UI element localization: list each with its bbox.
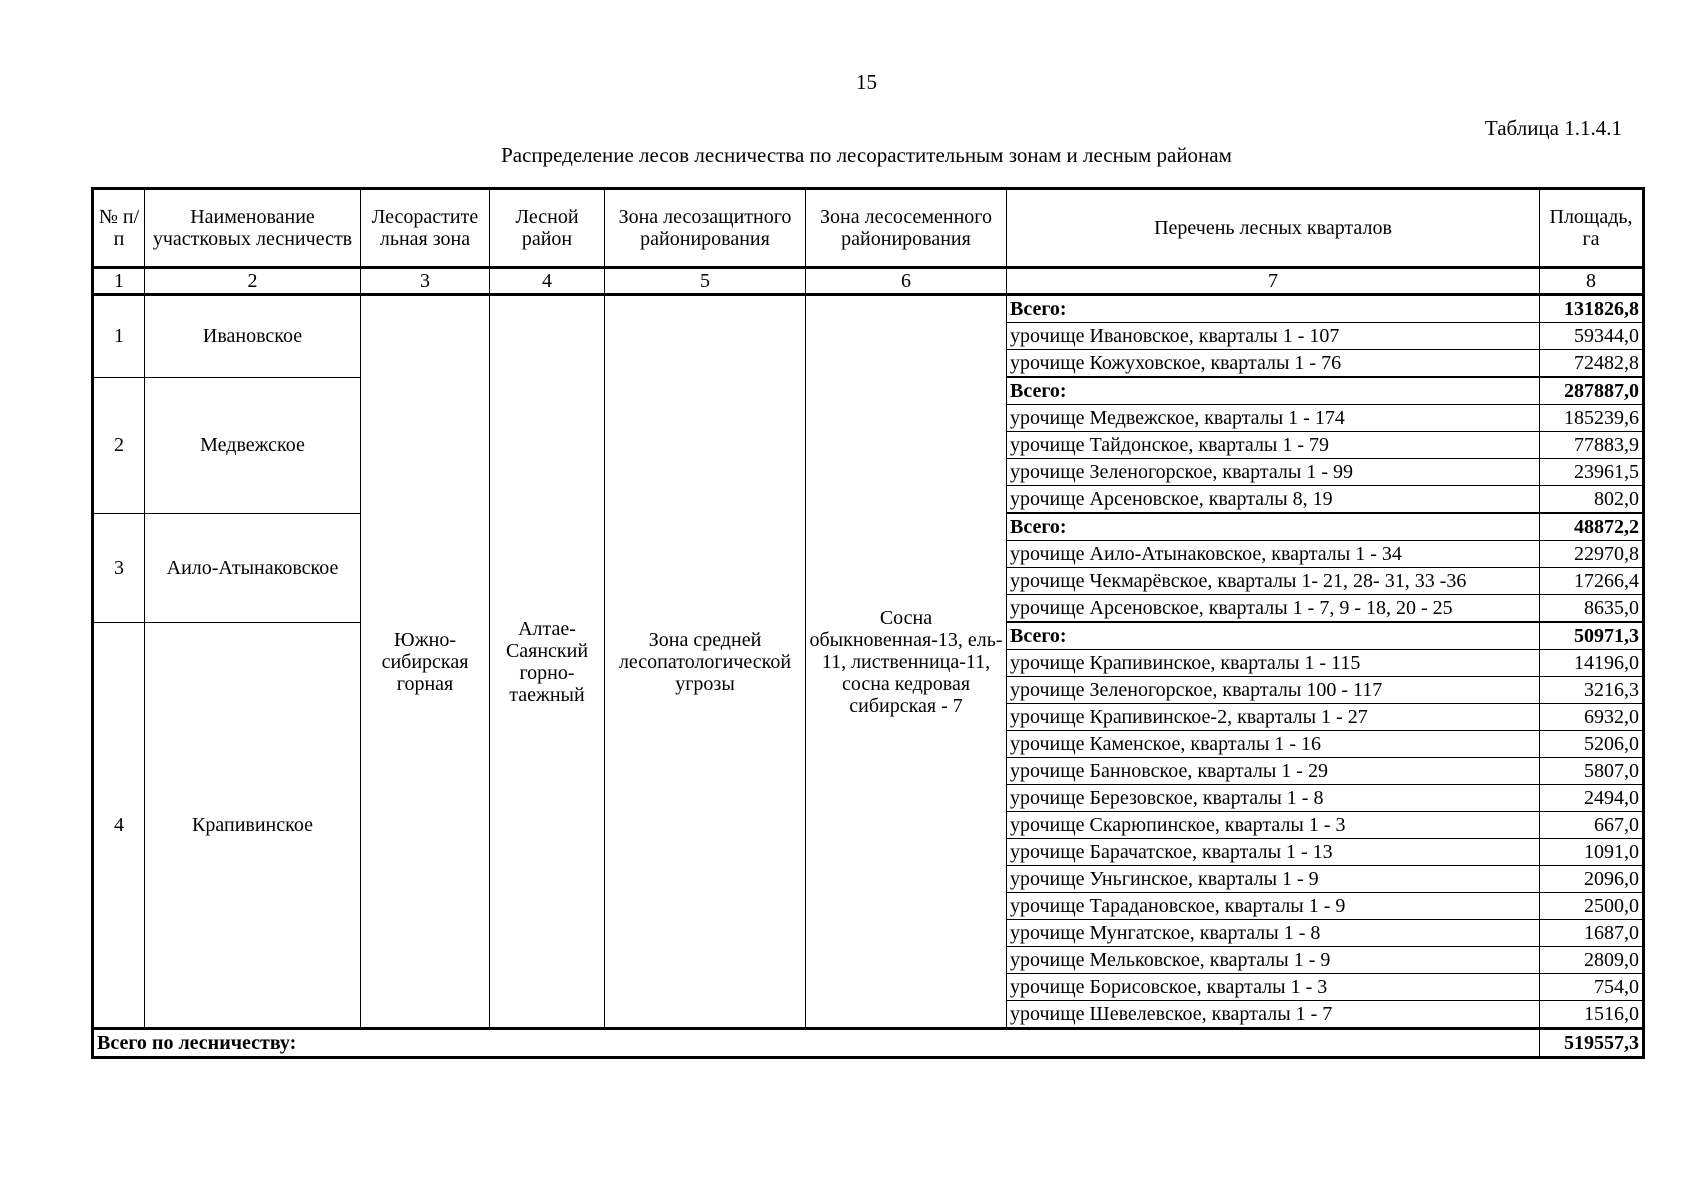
forestry-name: Медвежское: [145, 377, 361, 513]
column-number: 1: [93, 268, 145, 295]
grand-total-row: [93, 1029, 1644, 1058]
tract-area: 754,0: [1540, 974, 1644, 1001]
header-zone: Лесорастите льная зона: [361, 189, 490, 268]
forestry-number: 4: [93, 622, 145, 1029]
tract-label: урочище Тарадановское, кварталы 1 - 9: [1007, 893, 1540, 920]
subtotal-area: 287887,0: [1540, 377, 1644, 405]
tract-label: урочище Шевелевское, кварталы 1 - 7: [1007, 1001, 1540, 1029]
subtotal-label: Всего:: [1007, 377, 1540, 405]
tract-label: урочище Скарюпинское, кварталы 1 - 3: [1007, 812, 1540, 839]
tract-area: 59344,0: [1540, 323, 1644, 350]
tract-label: урочище Березовское, кварталы 1 - 8: [1007, 785, 1540, 812]
header-protection-zone: Зона лесозащитного районирования: [605, 189, 806, 268]
page-number: 15: [856, 70, 877, 94]
tract-label: урочище Борисовское, кварталы 1 - 3: [1007, 974, 1540, 1001]
tract-label: урочище Каменское, кварталы 1 - 16: [1007, 731, 1540, 758]
forestry-name: Аило-Атынаковское: [145, 513, 361, 622]
tract-label: урочище Аило-Атынаковское, кварталы 1 - 34: [1007, 541, 1540, 568]
grand-total-label: Всего по лесничеству:: [93, 1029, 1540, 1058]
subtotal-area: 131826,8: [1540, 295, 1644, 323]
tract-label: урочище Тайдонское, кварталы 1 - 79: [1007, 432, 1540, 459]
column-number: 6: [806, 268, 1007, 295]
column-number: 7: [1007, 268, 1540, 295]
tract-label: урочище Мельковское, кварталы 1 - 9: [1007, 947, 1540, 974]
forestry-number: 1: [93, 295, 145, 378]
forestry-name: Ивановское: [145, 295, 361, 378]
column-number: 8: [1540, 268, 1644, 295]
tract-area: 185239,6: [1540, 405, 1644, 432]
tract-label: урочище Уньгинское, кварталы 1 - 9: [1007, 866, 1540, 893]
tract-label: урочище Зеленогорское, кварталы 100 - 117: [1007, 677, 1540, 704]
tract-area: 14196,0: [1540, 650, 1644, 677]
forest-distribution-table: [91, 187, 1645, 1059]
tract-area: 23961,5: [1540, 459, 1644, 486]
subtotal-area: 50971,3: [1540, 622, 1644, 650]
column-number: 5: [605, 268, 806, 295]
header-area: Площадь, га: [1540, 189, 1644, 268]
column-number: 2: [145, 268, 361, 295]
tract-label: урочище Ивановское, кварталы 1 - 107: [1007, 323, 1540, 350]
tract-label: урочище Крапивинское-2, кварталы 1 - 27: [1007, 704, 1540, 731]
tract-area: 1091,0: [1540, 839, 1644, 866]
tract-area: 72482,8: [1540, 350, 1644, 378]
subtotal-label: Всего:: [1007, 513, 1540, 541]
forestry-number: 2: [93, 377, 145, 513]
table-body: [93, 295, 1644, 1058]
tract-area: 8635,0: [1540, 595, 1644, 623]
table-title: Распределение лесов лесничества по лесорастительным зонам и лесным районам: [501, 143, 1232, 167]
forestry-name: Крапивинское: [145, 622, 361, 1029]
forest-zone: Южно-сибирская горная: [361, 295, 490, 1029]
tract-label: урочище Чекмарёвское, кварталы 1- 21, 28- 31, 33 -36: [1007, 568, 1540, 595]
tract-area: 1516,0: [1540, 1001, 1644, 1029]
seed-zone: Сосна обыкновенная-13, ель- 11, лиственница-11, сосна кедровая сибирская - 7: [806, 295, 1007, 1029]
tract-area: 2096,0: [1540, 866, 1644, 893]
tract-label: урочище Арсеновское, кварталы 8, 19: [1007, 486, 1540, 514]
tract-label: урочище Зеленогорское, кварталы 1 - 99: [1007, 459, 1540, 486]
tract-label: урочище Банновское, кварталы 1 - 29: [1007, 758, 1540, 785]
tract-area: 17266,4: [1540, 568, 1644, 595]
tract-area: 22970,8: [1540, 541, 1644, 568]
tract-area: 6932,0: [1540, 704, 1644, 731]
table-row: [93, 295, 1644, 323]
tract-area: 3216,3: [1540, 677, 1644, 704]
subtotal-area: 48872,2: [1540, 513, 1644, 541]
tract-area: 77883,9: [1540, 432, 1644, 459]
header-district: Лесной район: [490, 189, 605, 268]
header-name: Наименование участковых лесничеств: [145, 189, 361, 268]
table-id: Таблица 1.1.4.1: [1484, 116, 1622, 140]
tract-label: урочище Мунгатское, кварталы 1 - 8: [1007, 920, 1540, 947]
subtotal-label: Всего:: [1007, 622, 1540, 650]
tract-area: 1687,0: [1540, 920, 1644, 947]
tract-area: 5807,0: [1540, 758, 1644, 785]
forestry-number: 3: [93, 513, 145, 622]
tract-area: 2500,0: [1540, 893, 1644, 920]
column-numbers-row: [93, 268, 1644, 295]
tract-area: 2494,0: [1540, 785, 1644, 812]
tract-area: 667,0: [1540, 812, 1644, 839]
column-number: 4: [490, 268, 605, 295]
header-seed-zone: Зона лесосеменного районирования: [806, 189, 1007, 268]
header-num: № п/п: [93, 189, 145, 268]
header-row: [93, 189, 1644, 268]
tract-area: 5206,0: [1540, 731, 1644, 758]
tract-label: урочище Медвежское, кварталы 1 - 174: [1007, 405, 1540, 432]
header-quarters-list: Перечень лесных кварталов: [1007, 189, 1540, 268]
tract-label: урочище Кожуховское, кварталы 1 - 76: [1007, 350, 1540, 378]
tract-label: урочище Арсеновское, кварталы 1 - 7, 9 - 18, 20 - 25: [1007, 595, 1540, 623]
subtotal-label: Всего:: [1007, 295, 1540, 323]
forest-district: Алтае-Саянский горно-таежный: [490, 295, 605, 1029]
tract-area: 2809,0: [1540, 947, 1644, 974]
column-number: 3: [361, 268, 490, 295]
grand-total-area: 519557,3: [1540, 1029, 1644, 1058]
tract-area: 802,0: [1540, 486, 1644, 514]
tract-label: урочище Барачатское, кварталы 1 - 13: [1007, 839, 1540, 866]
protection-zone: Зона средней лесопатологической угрозы: [605, 295, 806, 1029]
tract-label: урочище Крапивинское, кварталы 1 - 115: [1007, 650, 1540, 677]
